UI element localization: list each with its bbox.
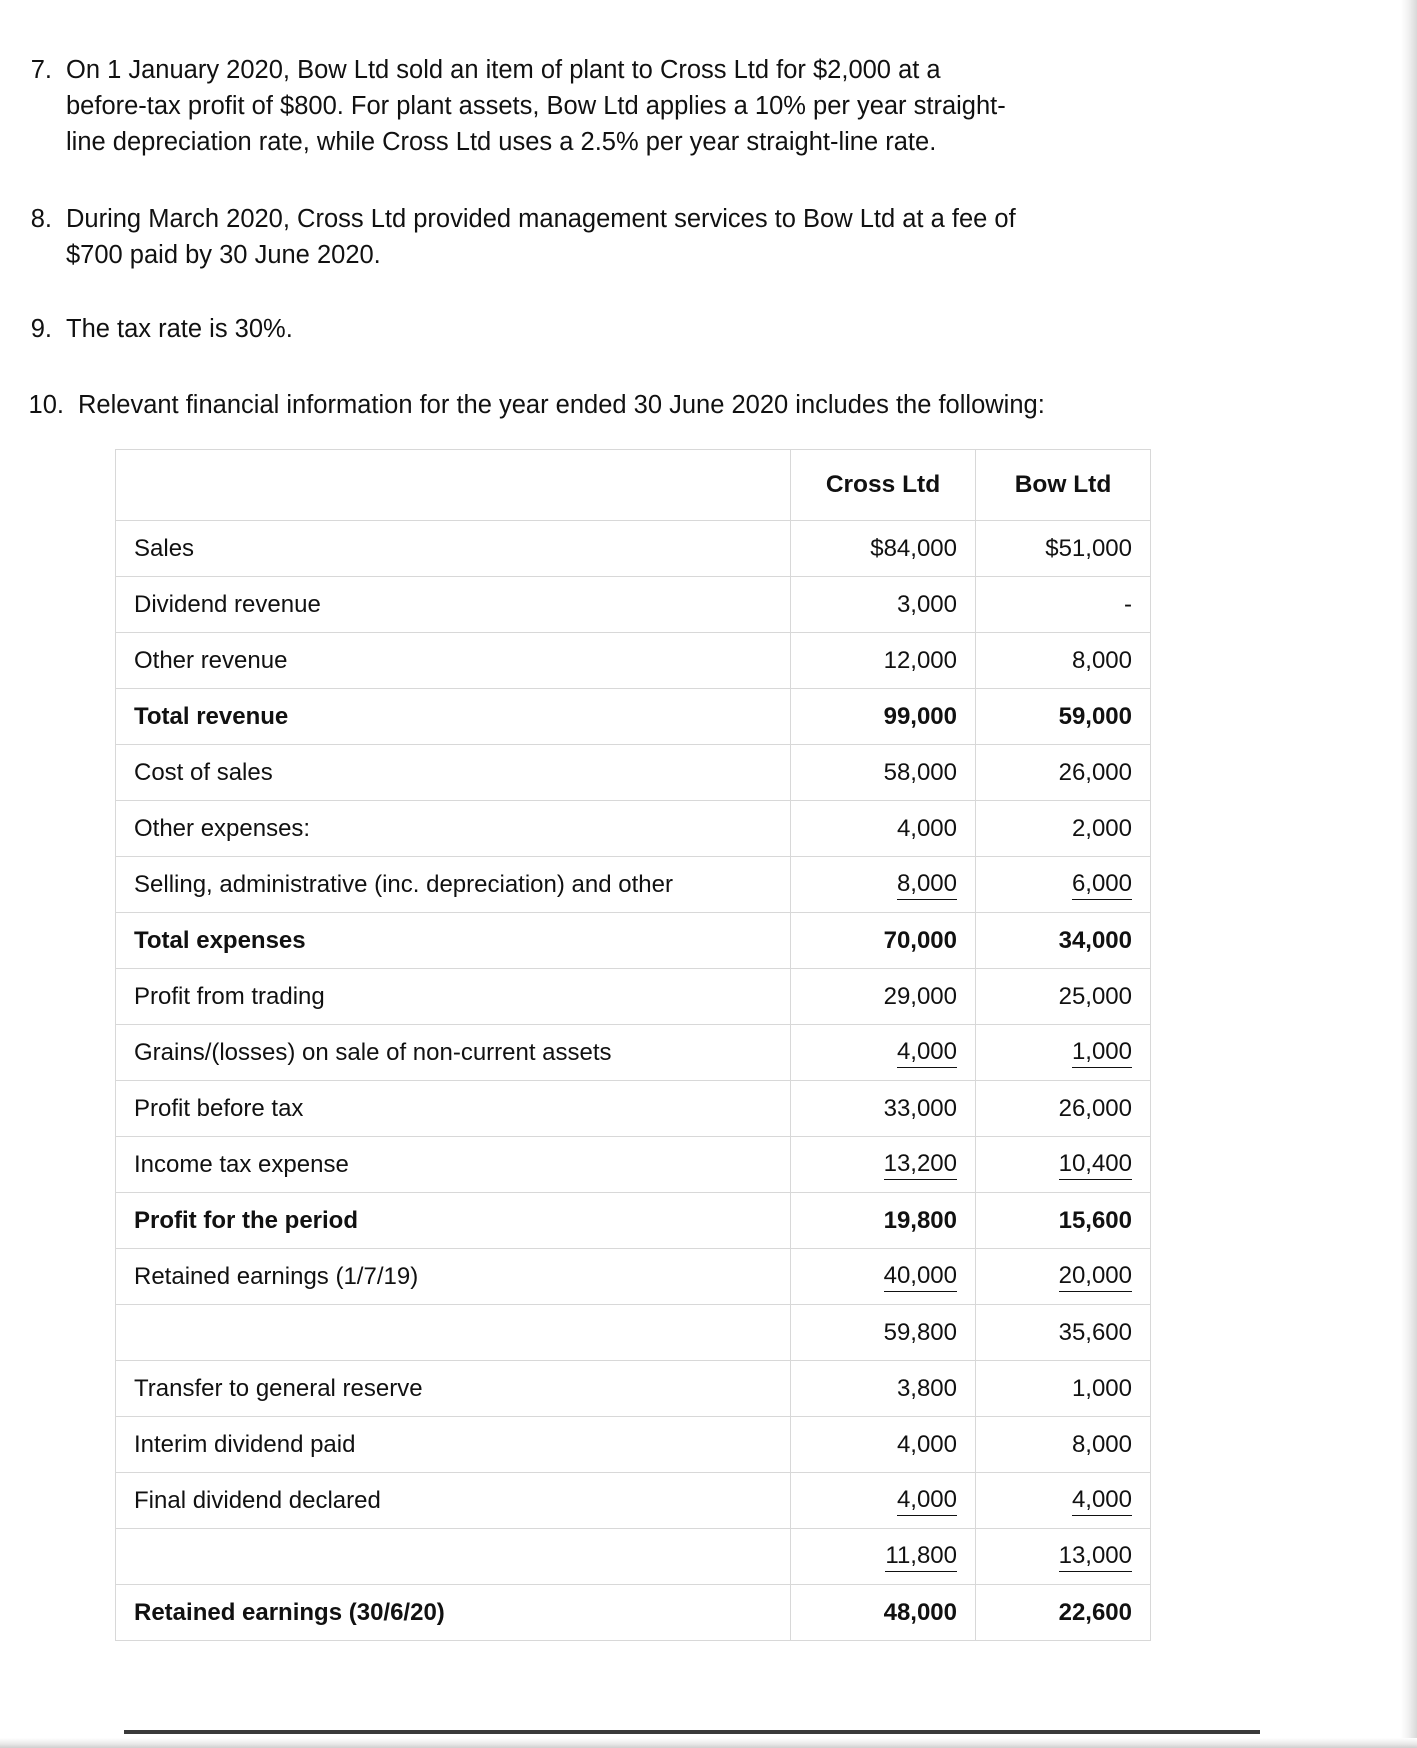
cell-bow: 8,000 [976, 633, 1151, 689]
table-row [116, 633, 1151, 689]
cell-value: 4,000 [897, 1038, 957, 1068]
row-label: Grains/(losses) on sale of non-current assets [116, 1025, 791, 1081]
cell-value: 10,400 [1059, 1150, 1132, 1180]
row-label: Profit for the period [116, 1193, 791, 1249]
cell-bow [976, 857, 1151, 913]
cell-cross [791, 857, 976, 913]
cell-value: 40,000 [884, 1262, 957, 1292]
row-label: Total expenses [116, 913, 791, 969]
numbered-list [0, 52, 1290, 423]
cell-bow: 25,000 [976, 969, 1151, 1025]
cell-bow: 26,000 [976, 1081, 1151, 1137]
list-item-text: During March 2020, Cross Ltd provided management services to Bow Ltd at a fee of $700 paid by 30 June 2020. [66, 204, 1016, 269]
table-row [116, 1193, 1151, 1249]
page-edge-shadow-bottom [0, 1738, 1417, 1748]
table-row [116, 857, 1151, 913]
cell-bow: 59,000 [976, 689, 1151, 745]
list-item-number: 8. [30, 204, 52, 233]
cell-cross: 99,000 [791, 689, 976, 745]
cell-bow: 15,600 [976, 1193, 1151, 1249]
table-row [116, 689, 1151, 745]
column-header-cross-ltd: Cross Ltd [791, 450, 976, 521]
table-row [116, 913, 1151, 969]
cell-cross: 4,000 [791, 1417, 976, 1473]
cell-cross: 70,000 [791, 913, 976, 969]
cell-cross: 3,000 [791, 577, 976, 633]
cell-cross [791, 1249, 976, 1305]
table-row [116, 1305, 1151, 1361]
cell-value: 4,000 [1072, 1486, 1132, 1516]
row-label: Profit from trading [116, 969, 791, 1025]
table-row [116, 1081, 1151, 1137]
table-header [116, 450, 1151, 521]
row-label: Retained earnings (1/7/19) [116, 1249, 791, 1305]
list-item [0, 311, 1290, 347]
row-label: Cost of sales [116, 745, 791, 801]
cell-bow: 22,600 [976, 1585, 1151, 1641]
list-item-number: 9. [30, 315, 52, 344]
list-item-text: Relevant financial information for the year ended 30 June 2020 includes the following: [78, 391, 1045, 420]
cell-value: 11,800 [885, 1542, 957, 1572]
cell-bow: $51,000 [976, 521, 1151, 577]
table-row [116, 521, 1151, 577]
row-label: Income tax expense [116, 1137, 791, 1193]
table-row [116, 1585, 1151, 1641]
row-label: Selling, administrative (inc. depreciation) and other [116, 857, 791, 913]
list-item [0, 201, 1290, 273]
table-row [116, 1417, 1151, 1473]
cell-cross: 29,000 [791, 969, 976, 1025]
list-item-text: The tax rate is 30%. [66, 315, 293, 344]
cell-bow: 2,000 [976, 801, 1151, 857]
column-header-blank [116, 450, 791, 521]
table-row [116, 577, 1151, 633]
cell-cross: 59,800 [791, 1305, 976, 1361]
cell-cross [791, 1137, 976, 1193]
cell-value: 13,200 [884, 1150, 957, 1180]
cell-bow: 26,000 [976, 745, 1151, 801]
table-row [116, 801, 1151, 857]
table-row [116, 745, 1151, 801]
list-item-text: On 1 January 2020, Bow Ltd sold an item of plant to Cross Ltd for $2,000 at a before-tax profit of $800. For plant assets, Bow Ltd applies a 10% per year straight-line depreciation rate, while Cross Ltd uses a 2.5% per year straight-line rate. [66, 56, 1006, 157]
row-label: Other expenses: [116, 801, 791, 857]
cell-cross [791, 1473, 976, 1529]
cell-value: 1,000 [1072, 1038, 1132, 1068]
cell-value: 6,000 [1072, 870, 1132, 900]
cell-cross: 48,000 [791, 1585, 976, 1641]
page-bottom-rule [124, 1730, 1260, 1734]
cell-value: 20,000 [1059, 1262, 1132, 1292]
cell-cross: 19,800 [791, 1193, 976, 1249]
financial-table [115, 449, 1151, 1641]
cell-bow: - [976, 577, 1151, 633]
row-label: Other revenue [116, 633, 791, 689]
table-row [116, 969, 1151, 1025]
cell-bow: 34,000 [976, 913, 1151, 969]
row-label: Retained earnings (30/6/20) [116, 1585, 791, 1641]
cell-bow [976, 1025, 1151, 1081]
cell-bow: 35,600 [976, 1305, 1151, 1361]
table-header-row [116, 450, 1151, 521]
cell-cross [791, 1529, 976, 1585]
cell-bow: 1,000 [976, 1361, 1151, 1417]
table-row [116, 1025, 1151, 1081]
cell-bow [976, 1249, 1151, 1305]
row-label: Sales [116, 521, 791, 577]
list-item-number: 10. [28, 391, 64, 420]
table-row [116, 1361, 1151, 1417]
table-body [116, 521, 1151, 1641]
cell-cross [791, 1025, 976, 1081]
row-label: Dividend revenue [116, 577, 791, 633]
list-item-number: 7. [30, 56, 52, 84]
cell-cross: 33,000 [791, 1081, 976, 1137]
row-label: Profit before tax [116, 1081, 791, 1137]
row-label: Interim dividend paid [116, 1417, 791, 1473]
table-row [116, 1137, 1151, 1193]
table-row [116, 1473, 1151, 1529]
cell-value: 8,000 [897, 870, 957, 900]
cell-cross: 58,000 [791, 745, 976, 801]
cell-bow [976, 1529, 1151, 1585]
cell-bow: 8,000 [976, 1417, 1151, 1473]
table-row [116, 1249, 1151, 1305]
row-label [116, 1305, 791, 1361]
cell-value: 4,000 [897, 1486, 957, 1516]
cell-cross: 12,000 [791, 633, 976, 689]
cell-bow [976, 1137, 1151, 1193]
row-label: Transfer to general reserve [116, 1361, 791, 1417]
row-label [116, 1529, 791, 1585]
cell-cross: 4,000 [791, 801, 976, 857]
column-header-bow-ltd: Bow Ltd [976, 450, 1151, 521]
cell-bow [976, 1473, 1151, 1529]
table-row [116, 1529, 1151, 1585]
financial-table-container [115, 449, 1150, 1641]
cell-cross: 3,800 [791, 1361, 976, 1417]
row-label: Final dividend declared [116, 1473, 791, 1529]
cell-value: 13,000 [1059, 1542, 1132, 1572]
list-item [0, 52, 1290, 161]
row-label: Total revenue [116, 689, 791, 745]
page-edge-shadow-right [1401, 0, 1417, 1748]
cell-cross: $84,000 [791, 521, 976, 577]
list-item [0, 387, 1290, 423]
